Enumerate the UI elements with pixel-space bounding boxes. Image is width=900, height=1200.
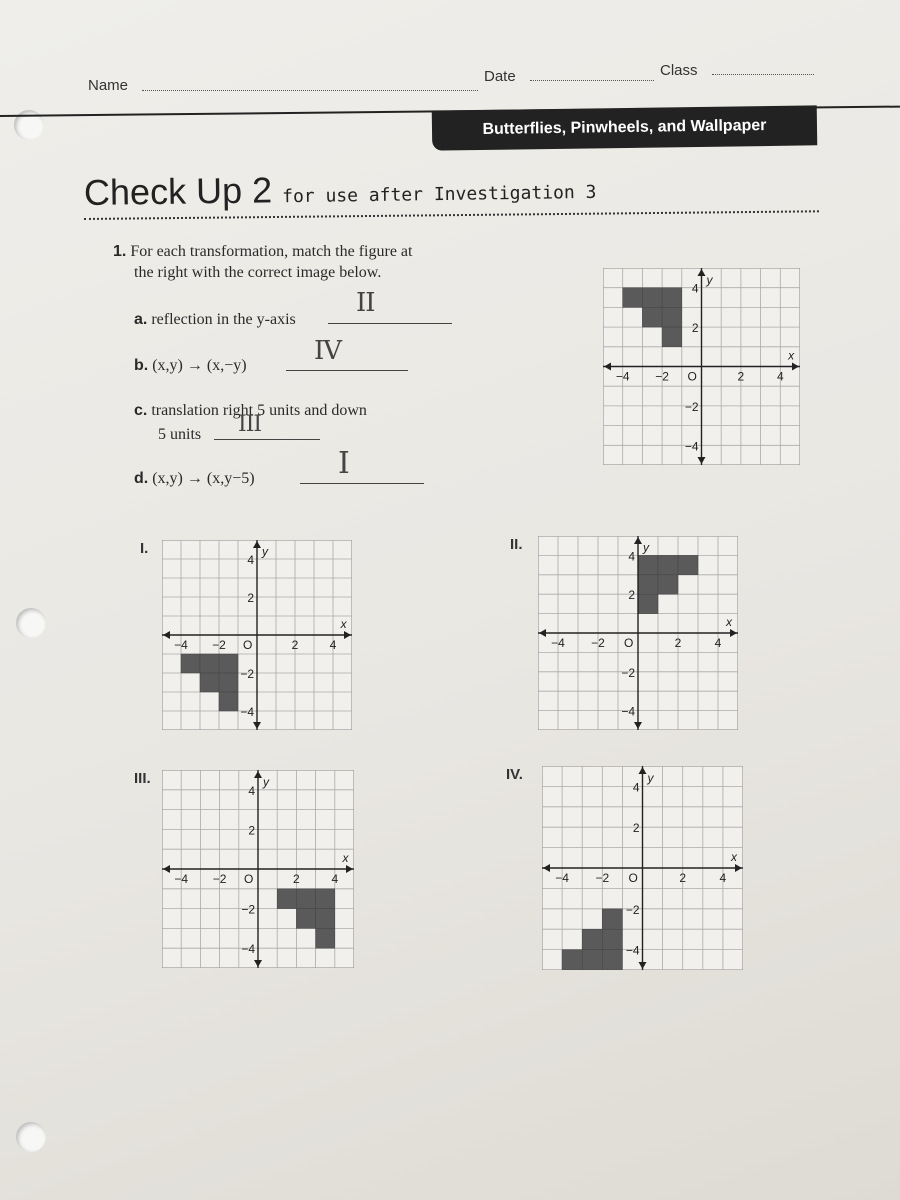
- origin-label: O: [244, 872, 254, 886]
- part-c-answer: III: [238, 412, 262, 437]
- part-b: [134, 357, 247, 375]
- figure-cell: [642, 307, 662, 327]
- figure-cell: [658, 555, 678, 574]
- x-axis-label: x: [342, 851, 349, 865]
- figure-cell: [623, 288, 643, 308]
- figure-cell: [662, 307, 682, 327]
- y-tick-label: 2: [691, 321, 699, 336]
- part-b-answer: IV: [314, 336, 342, 366]
- figure-cell: [642, 288, 662, 308]
- unit-banner: Butterflies, Pinwheels, and Wallpaper: [432, 105, 818, 150]
- y-axis-label: y: [643, 540, 649, 555]
- y-tick-label: 4: [632, 780, 640, 795]
- figure-cell: [181, 654, 200, 673]
- figure-cell: [602, 909, 622, 929]
- y-tick-label: −2: [684, 399, 699, 414]
- y-tick-label: −2: [241, 902, 255, 917]
- y-tick-label: −2: [625, 902, 640, 917]
- x-tick-label: −2: [591, 636, 605, 650]
- part-a-answer: II: [356, 288, 375, 318]
- part-a-answer-line[interactable]: [328, 323, 452, 324]
- x-tick-label: −2: [212, 638, 226, 652]
- x-tick-label: 4: [329, 638, 337, 652]
- x-tick-label: −4: [551, 636, 565, 650]
- x-tick-label: 4: [719, 871, 727, 885]
- y-tick-label: −2: [240, 667, 254, 681]
- y-axis-label: y: [647, 771, 654, 786]
- figure-cell: [658, 575, 678, 594]
- figure-cell: [200, 654, 219, 673]
- figure-cell: [662, 288, 682, 308]
- figure-cell: [678, 555, 698, 574]
- figure-cell: [562, 950, 582, 970]
- class-field[interactable]: [712, 74, 814, 75]
- part-b-text: (x,y) → (x,−y): [152, 357, 247, 374]
- figure-cell: [602, 929, 622, 949]
- figure-cell: [662, 327, 682, 347]
- plot-I-label: I.: [140, 540, 149, 557]
- x-tick-label: −2: [595, 871, 610, 885]
- figure-cell: [277, 889, 296, 909]
- date-field[interactable]: [530, 80, 654, 81]
- part-a: [134, 311, 296, 329]
- y-tick-label: 4: [247, 553, 254, 567]
- date-label: Date: [484, 68, 516, 85]
- y-tick-label: 4: [628, 549, 635, 564]
- y-axis-label: y: [262, 544, 268, 559]
- plot-III-label: III.: [134, 770, 151, 787]
- y-tick-label: −4: [621, 704, 635, 719]
- part-a-text: reflection in the y-axis: [151, 311, 296, 328]
- prompt-line-1: For each transformation, match the figure at: [130, 243, 413, 260]
- prompt-line-2: the right with the correct image below.: [134, 264, 382, 281]
- figure-cell: [582, 950, 602, 970]
- question-number: 1.: [113, 243, 127, 260]
- binder-hole-bottom: [16, 1122, 46, 1152]
- part-a-letter: a.: [134, 311, 148, 328]
- figure-cell: [296, 889, 315, 909]
- y-tick-label: −4: [241, 942, 255, 957]
- class-label: Class: [660, 62, 698, 79]
- part-d: [134, 470, 255, 488]
- grid-IV: [542, 766, 743, 970]
- part-b-answer-line[interactable]: [286, 370, 408, 371]
- figure-cell: [602, 950, 622, 970]
- x-tick-label: 2: [679, 871, 687, 885]
- x-axis-label: x: [726, 615, 732, 629]
- y-tick-label: −4: [684, 439, 699, 454]
- part-d-letter: d.: [134, 470, 149, 487]
- part-d-answer-line[interactable]: [300, 483, 424, 484]
- origin-label: O: [624, 636, 634, 650]
- x-axis-label: x: [788, 348, 795, 363]
- origin-label: O: [687, 369, 697, 384]
- plot-II-label: II.: [510, 536, 523, 553]
- grid-II: [538, 536, 738, 730]
- x-tick-label: −4: [615, 369, 630, 384]
- y-tick-label: −4: [240, 705, 254, 719]
- grid-original: [603, 268, 800, 465]
- title-main: Check Up 2: [83, 169, 273, 213]
- figure-cell: [316, 928, 335, 948]
- x-tick-label: −2: [655, 369, 669, 384]
- page-title: [84, 165, 597, 214]
- x-tick-label: 2: [293, 872, 300, 886]
- origin-label: O: [628, 871, 638, 885]
- title-subtitle: for use after Investigation 3: [282, 181, 597, 208]
- figure-cell: [316, 909, 335, 929]
- figure-cell: [638, 594, 658, 613]
- y-tick-label: 2: [632, 821, 640, 836]
- x-tick-label: −4: [174, 872, 189, 886]
- origin-label: O: [243, 638, 253, 652]
- figure-cell: [582, 929, 602, 949]
- part-c-letter: c.: [134, 402, 148, 419]
- figure-cell: [638, 575, 658, 594]
- x-tick-label: 4: [714, 636, 722, 650]
- grid-III: [162, 770, 354, 968]
- y-tick-label: 4: [691, 281, 699, 296]
- figure-cell: [219, 654, 238, 673]
- x-tick-label: −4: [174, 638, 188, 652]
- y-axis-label: y: [263, 774, 269, 789]
- part-c-text-2: 5 units: [158, 426, 202, 443]
- part-d-answer: I: [338, 446, 349, 481]
- x-tick-label: 4: [776, 369, 784, 384]
- name-field[interactable]: [142, 90, 478, 91]
- part-c-text: translation right 5 units and down: [151, 402, 367, 419]
- x-tick-label: 2: [737, 369, 745, 384]
- name-label: Name: [88, 77, 129, 94]
- part-d-text: (x,y) → (x,y−5): [152, 470, 255, 487]
- question-prompt: [113, 243, 412, 261]
- x-axis-label: x: [730, 850, 737, 864]
- y-tick-label: −4: [625, 943, 640, 958]
- x-tick-label: −2: [212, 872, 227, 886]
- x-tick-label: −4: [555, 871, 569, 885]
- x-tick-label: 2: [674, 636, 682, 650]
- part-b-letter: b.: [134, 357, 149, 374]
- plot-IV-label: IV.: [506, 766, 523, 783]
- y-tick-label: 2: [628, 588, 635, 603]
- x-axis-label: x: [340, 617, 347, 631]
- figure-cell: [219, 692, 238, 711]
- figure-cell: [638, 555, 658, 574]
- y-tick-label: −2: [621, 665, 635, 680]
- y-tick-label: 2: [247, 591, 254, 605]
- figure-cell: [296, 909, 315, 929]
- grid-I: [162, 540, 352, 730]
- part-c-answer-line[interactable]: [214, 439, 320, 440]
- figure-cell: [219, 673, 238, 692]
- figure-cell: [316, 889, 335, 909]
- y-tick-label: 4: [248, 783, 255, 798]
- y-tick-label: 2: [248, 823, 255, 838]
- binder-hole-middle: [16, 608, 46, 638]
- y-axis-label: y: [706, 272, 713, 287]
- x-tick-label: 2: [291, 638, 299, 652]
- figure-cell: [200, 673, 219, 692]
- x-tick-label: 4: [331, 872, 339, 886]
